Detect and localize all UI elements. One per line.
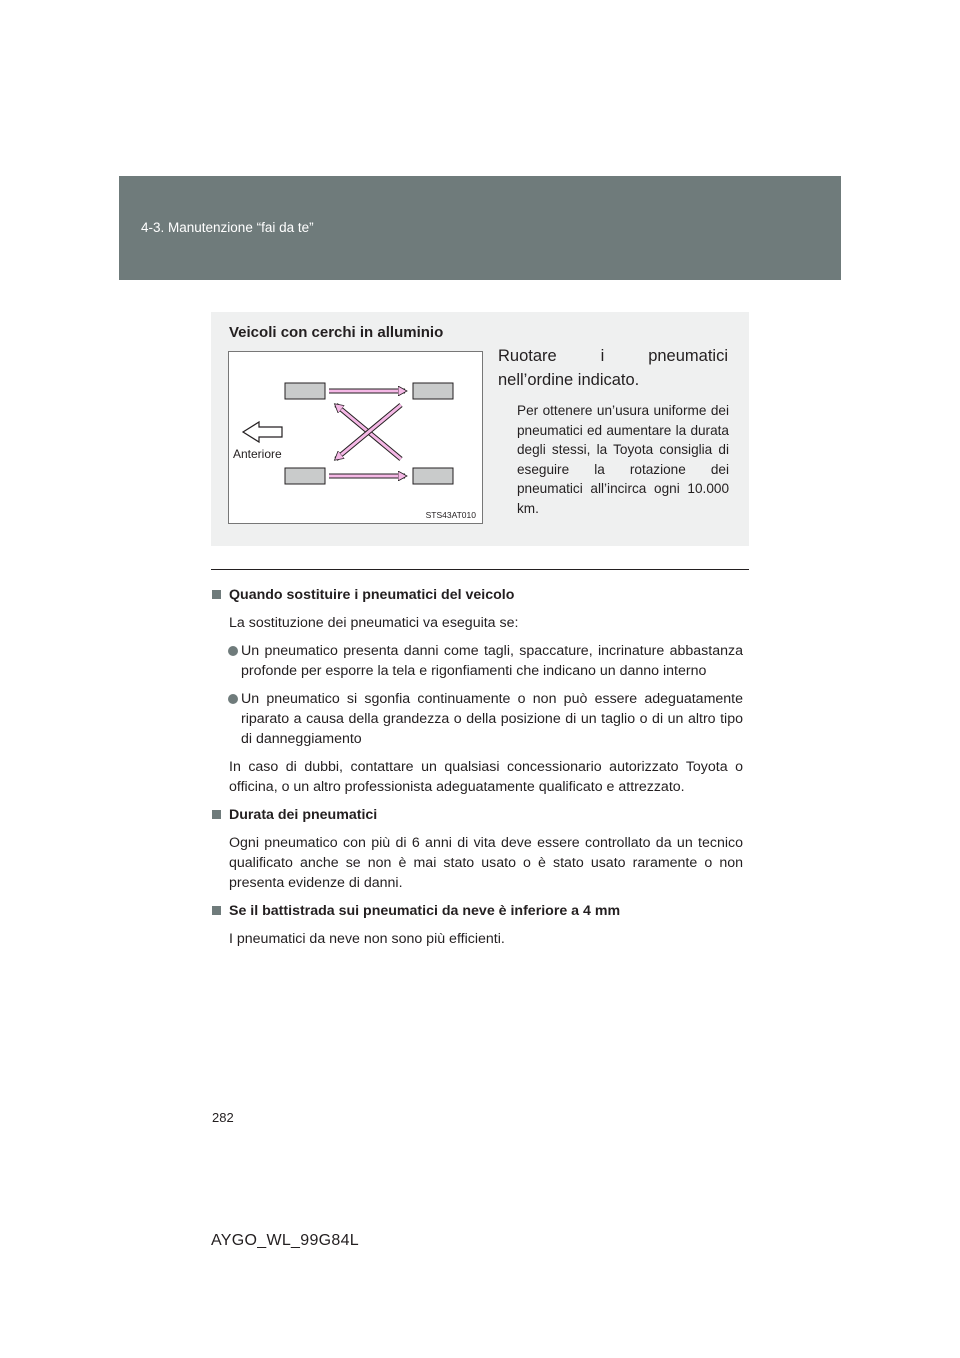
square-bullet-icon	[212, 590, 221, 599]
page-number: 282	[212, 1110, 234, 1125]
document-code: AYGO_WL_99G84L	[211, 1232, 359, 1249]
rotation-diagram-graphic	[229, 352, 482, 523]
list-item: Un pneumatico si sgonfia continuamente o non può essere adeguatamente riparato a causa della grandezza o della posizione di un taglio o di un altro tipo di danneggiamento	[212, 689, 743, 749]
tire-front-right	[285, 468, 325, 484]
rotation-instruction	[498, 344, 728, 392]
square-bullet-icon	[212, 906, 221, 915]
paragraph-tire-lifespan: Ogni pneumatico con più di 6 anni di vita deve essere controllato da un tecnico qualificato anche se non è mai stato usato o è stato usato raramente o non presenta evidenze di danni.	[229, 835, 743, 891]
round-bullet-icon	[228, 646, 238, 656]
tire-front-left	[285, 383, 325, 399]
tire-rotation-diagram	[228, 351, 483, 524]
heading-snow-tire-tread: Se il battistrada sui pneumatici da neve è inferiore a 4 mm	[212, 901, 743, 921]
diagram-code: STS43AT010	[425, 510, 476, 520]
list-item: Un pneumatico presenta danni come tagli, spaccature, incrinature abbastanza profonde per esporre la tela e rigonfiamenti che indicano un danno interno	[212, 641, 743, 681]
paragraph-dealer-advice: In caso di dubbi, contattare un qualsiasi concessionario autorizzato Toyota o officina, o un altro professionista adeguatamente qualificato e attrezzato.	[229, 759, 743, 795]
instruction-line-1: Ruotare i pneumatici	[498, 347, 728, 365]
section-title: 4-3. Manutenzione “fai da te”	[141, 220, 314, 235]
tire-rear-left	[413, 383, 453, 399]
round-bullet-icon	[228, 694, 238, 704]
heading-tire-lifespan: Durata dei pneumatici	[212, 805, 743, 825]
instruction-line-2: nell’ordine indicato.	[498, 371, 640, 389]
paragraph-snow-tire-tread: I pneumatici da neve non sono più efficienti.	[229, 931, 505, 947]
tire-rotation-box	[211, 312, 749, 546]
heading-when-to-replace: Quando sostituire i pneumatici del veicolo	[212, 585, 743, 605]
divider-line	[211, 569, 749, 570]
rotation-note: Per ottenere un’usura uniforme dei pneumatici ed aumentare la durata degli stessi, la Toyota consiglia di eseguire la rotazione dei pneumatici all’incirca ogni 10.000 km.	[517, 403, 729, 516]
tire-rear-right	[413, 468, 453, 484]
paragraph-intro: La sostituzione dei pneumatici va eseguita se:	[229, 615, 519, 631]
square-bullet-icon	[212, 810, 221, 819]
box-heading: Veicoli con cerchi in alluminio	[229, 324, 444, 341]
header-band	[119, 176, 841, 280]
front-direction-arrow-icon	[243, 422, 282, 442]
front-label: Anteriore	[233, 447, 282, 461]
main-content	[212, 585, 743, 957]
